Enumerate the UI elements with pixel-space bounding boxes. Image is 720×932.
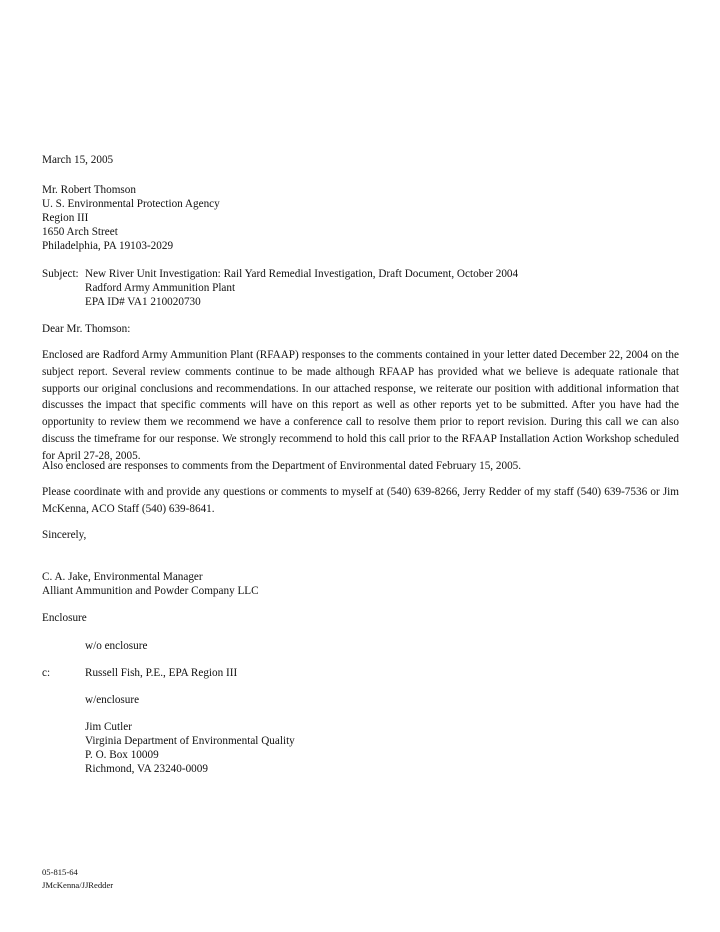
signer-company: Alliant Ammunition and Powder Company LLC [42, 585, 259, 597]
salutation: Dear Mr. Thomson: [42, 323, 131, 335]
document-number: 05-815-64 [42, 867, 78, 877]
subject-line-2: Radford Army Ammunition Plant [85, 282, 236, 294]
recipient-street: 1650 Arch Street [42, 226, 118, 238]
recipient-city: Philadelphia, PA 19103-2029 [42, 240, 174, 252]
cc-label: c: [42, 667, 51, 679]
body-paragraph-3: Please coordinate with and provide any questions or comments to myself at (540) 639-8266, Jerry Redder of my staff (540) 639-7536 or Jim McKenna, ACO Staff (540) 639-8641. [42, 486, 679, 515]
cc-recipient-2-name: Jim Cutler [85, 721, 132, 733]
cc-recipient-2-city: Richmond, VA 23240-0009 [85, 763, 208, 775]
cc-recipient-2-pobox: P. O. Box 10009 [85, 749, 159, 761]
body-paragraph-1: Enclosed are Radford Army Ammunition Plant (RFAAP) responses to the comments contained in your letter dated December 22, 2004 on the subject report. Several review comments continue to be made although RFAAP has provided what we believe is adequate rationale that supports our original conclusions and recommendations. In our attached response, we reiterate our position with additional information that discusses the impact that specific comments will have on this report as well as other reports yet to be submitted. After you have had the opportunity to review them we recommend we have a conference call to resolve them prior to report revision. During this call we can also discuss the timeframe for our response. We strongly recommend to hold this call prior to the RFAAP Installation Action Workshop scheduled for April 27-28, 2005. [42, 349, 679, 462]
subject-line-3: EPA ID# VA1 210020730 [85, 296, 201, 308]
subject-label: Subject: [42, 268, 79, 280]
cc-recipient-2-agency: Virginia Department of Environmental Quality [85, 735, 295, 747]
with-enclosure-note: w/enclosure [85, 694, 140, 706]
recipient-agency: U. S. Environmental Protection Agency [42, 198, 220, 210]
recipient-region: Region III [42, 212, 89, 224]
author-initials: JMcKenna/JJRedder [42, 880, 114, 890]
recipient-name: Mr. Robert Thomson [42, 184, 136, 196]
body-paragraph-2: Also enclosed are responses to comments from the Department of Environmental dated February 15, 2005. [42, 460, 522, 472]
letter-date: March 15, 2005 [42, 154, 114, 166]
subject-line-1: New River Unit Investigation: Rail Yard Remedial Investigation, Draft Document, October 2004 [85, 268, 519, 280]
without-enclosure-note: w/o enclosure [85, 640, 148, 652]
signer-name: C. A. Jake, Environmental Manager [42, 571, 203, 583]
closing: Sincerely, [42, 529, 87, 541]
enclosure-label: Enclosure [42, 612, 87, 624]
cc-recipient-1: Russell Fish, P.E., EPA Region III [85, 667, 238, 679]
